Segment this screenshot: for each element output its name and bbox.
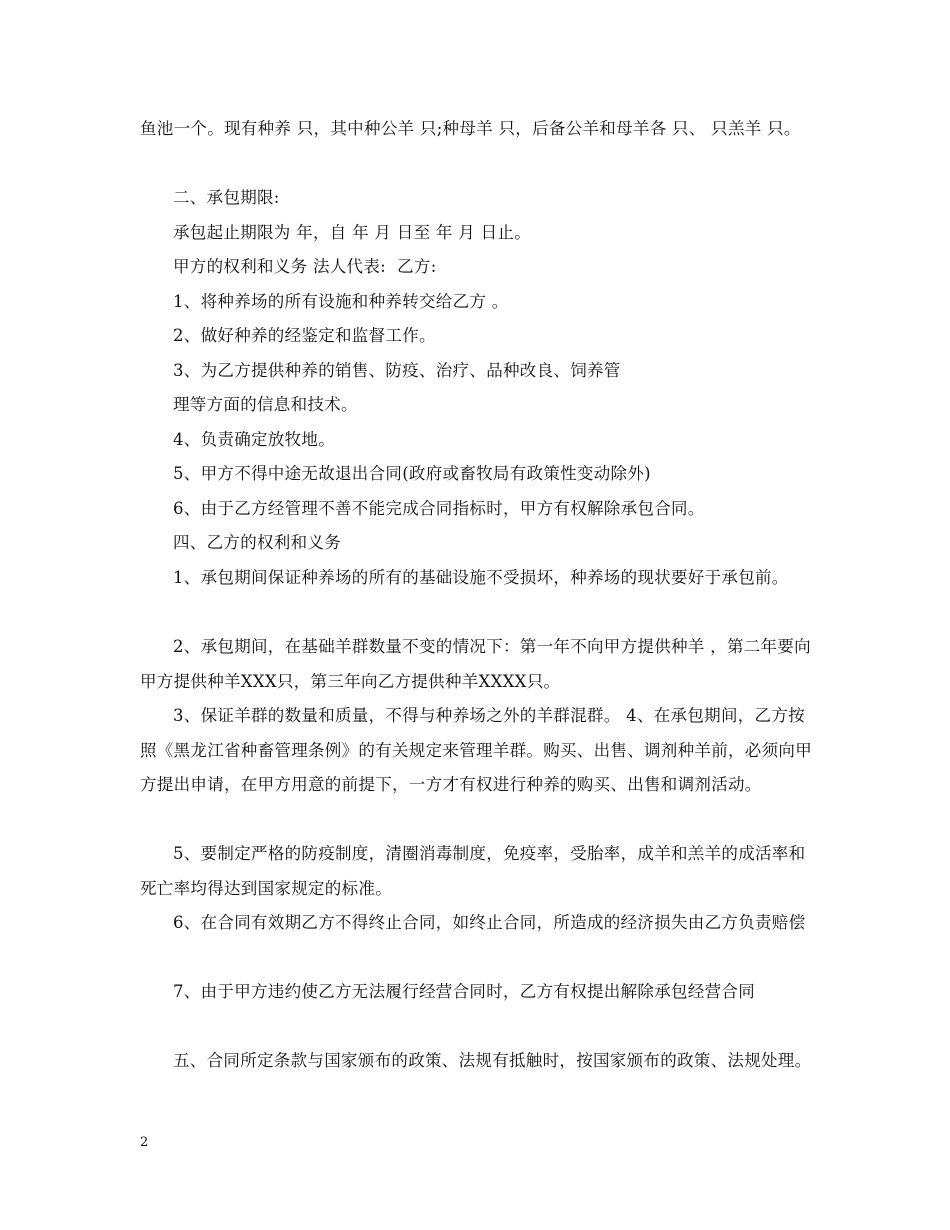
party-a-item-5: 5、甲方不得中途无故退出合同(政府或畜牧局有政策性变动除外) bbox=[173, 464, 651, 483]
party-a-item-3: 3、为乙方提供种养的销售、防疫、治疗、品种改良、饲养管 bbox=[173, 361, 621, 380]
paragraph-term-dates: 承包起止期限为 年，自 年 月 日至 年 月 日止。 bbox=[173, 223, 532, 242]
party-a-item-1: 1、将种养场的所有设施和种养转交给乙方 。 bbox=[173, 292, 509, 311]
paragraph-livestock-inventory: 鱼池一个。现有种养 只，其中种公羊 只;种母羊 只，后备公羊和母羊各 只、 只羔羊 只。 bbox=[140, 119, 801, 138]
party-a-item-4: 4、负责确定放牧地。 bbox=[173, 430, 335, 449]
party-a-item-6: 6、由于乙方经管理不善不能完成合同指标时，甲方有权解除承包合同。 bbox=[173, 499, 705, 518]
party-b-item-1: 1、承包期间保证种养场的所有的基础设施不受损坏，种养场的现状要好于承包前。 bbox=[173, 568, 789, 587]
party-b-item-6: 6、在合同有效期乙方不得终止合同，如终止合同，所造成的经济损失由乙方负责赔偿 bbox=[173, 913, 806, 932]
party-b-item-5: 5、要制定严格的防疫制度，清圈消毒制度，免疫率，受胎率，成羊和羔羊的成活率和死亡率均得达到国家规定的标准。 bbox=[140, 844, 806, 898]
party-b-item-7: 7、由于甲方违约使乙方无法履行经营合同时，乙方有权提出解除承包经营合同 bbox=[173, 982, 755, 1001]
clause-five-policy-conflict: 五、合同所定条款与国家颁布的政策、法规有抵触时，按国家颁布的政策、法规处理。 bbox=[173, 1051, 812, 1070]
heading-contract-term: 二、承包期限: bbox=[173, 188, 280, 207]
page-number: 2 bbox=[140, 1135, 149, 1150]
paragraph-party-a-rights-heading: 甲方的权利和义务 法人代表: 乙方: bbox=[173, 257, 437, 276]
party-a-item-3-continued: 理等方面的信息和技术。 bbox=[173, 395, 358, 414]
heading-party-b-rights: 四、乙方的权利和义务 bbox=[173, 533, 341, 552]
party-b-item-3-4: 3、保证羊群的数量和质量，不得与种养场之外的羊群混群。 4、在承包期间，乙方按照《黑龙江省种畜管理条例》的有关规定来管理羊群。购买、出售、调剂种羊前，必须向甲方提出申请，在甲方用意的前提下，一方才有权进行种养的购买、出售和调剂活动。 bbox=[140, 706, 812, 794]
party-a-item-2: 2、做好种养的经鉴定和监督工作。 bbox=[173, 326, 436, 345]
party-b-item-2: 2、承包期间，在基础羊群数量不变的情况下：第一年不向甲方提供种羊 ，第二年要向甲方提供种羊XXX只，第三年向乙方提供种羊XXXX只。 bbox=[140, 637, 811, 691]
